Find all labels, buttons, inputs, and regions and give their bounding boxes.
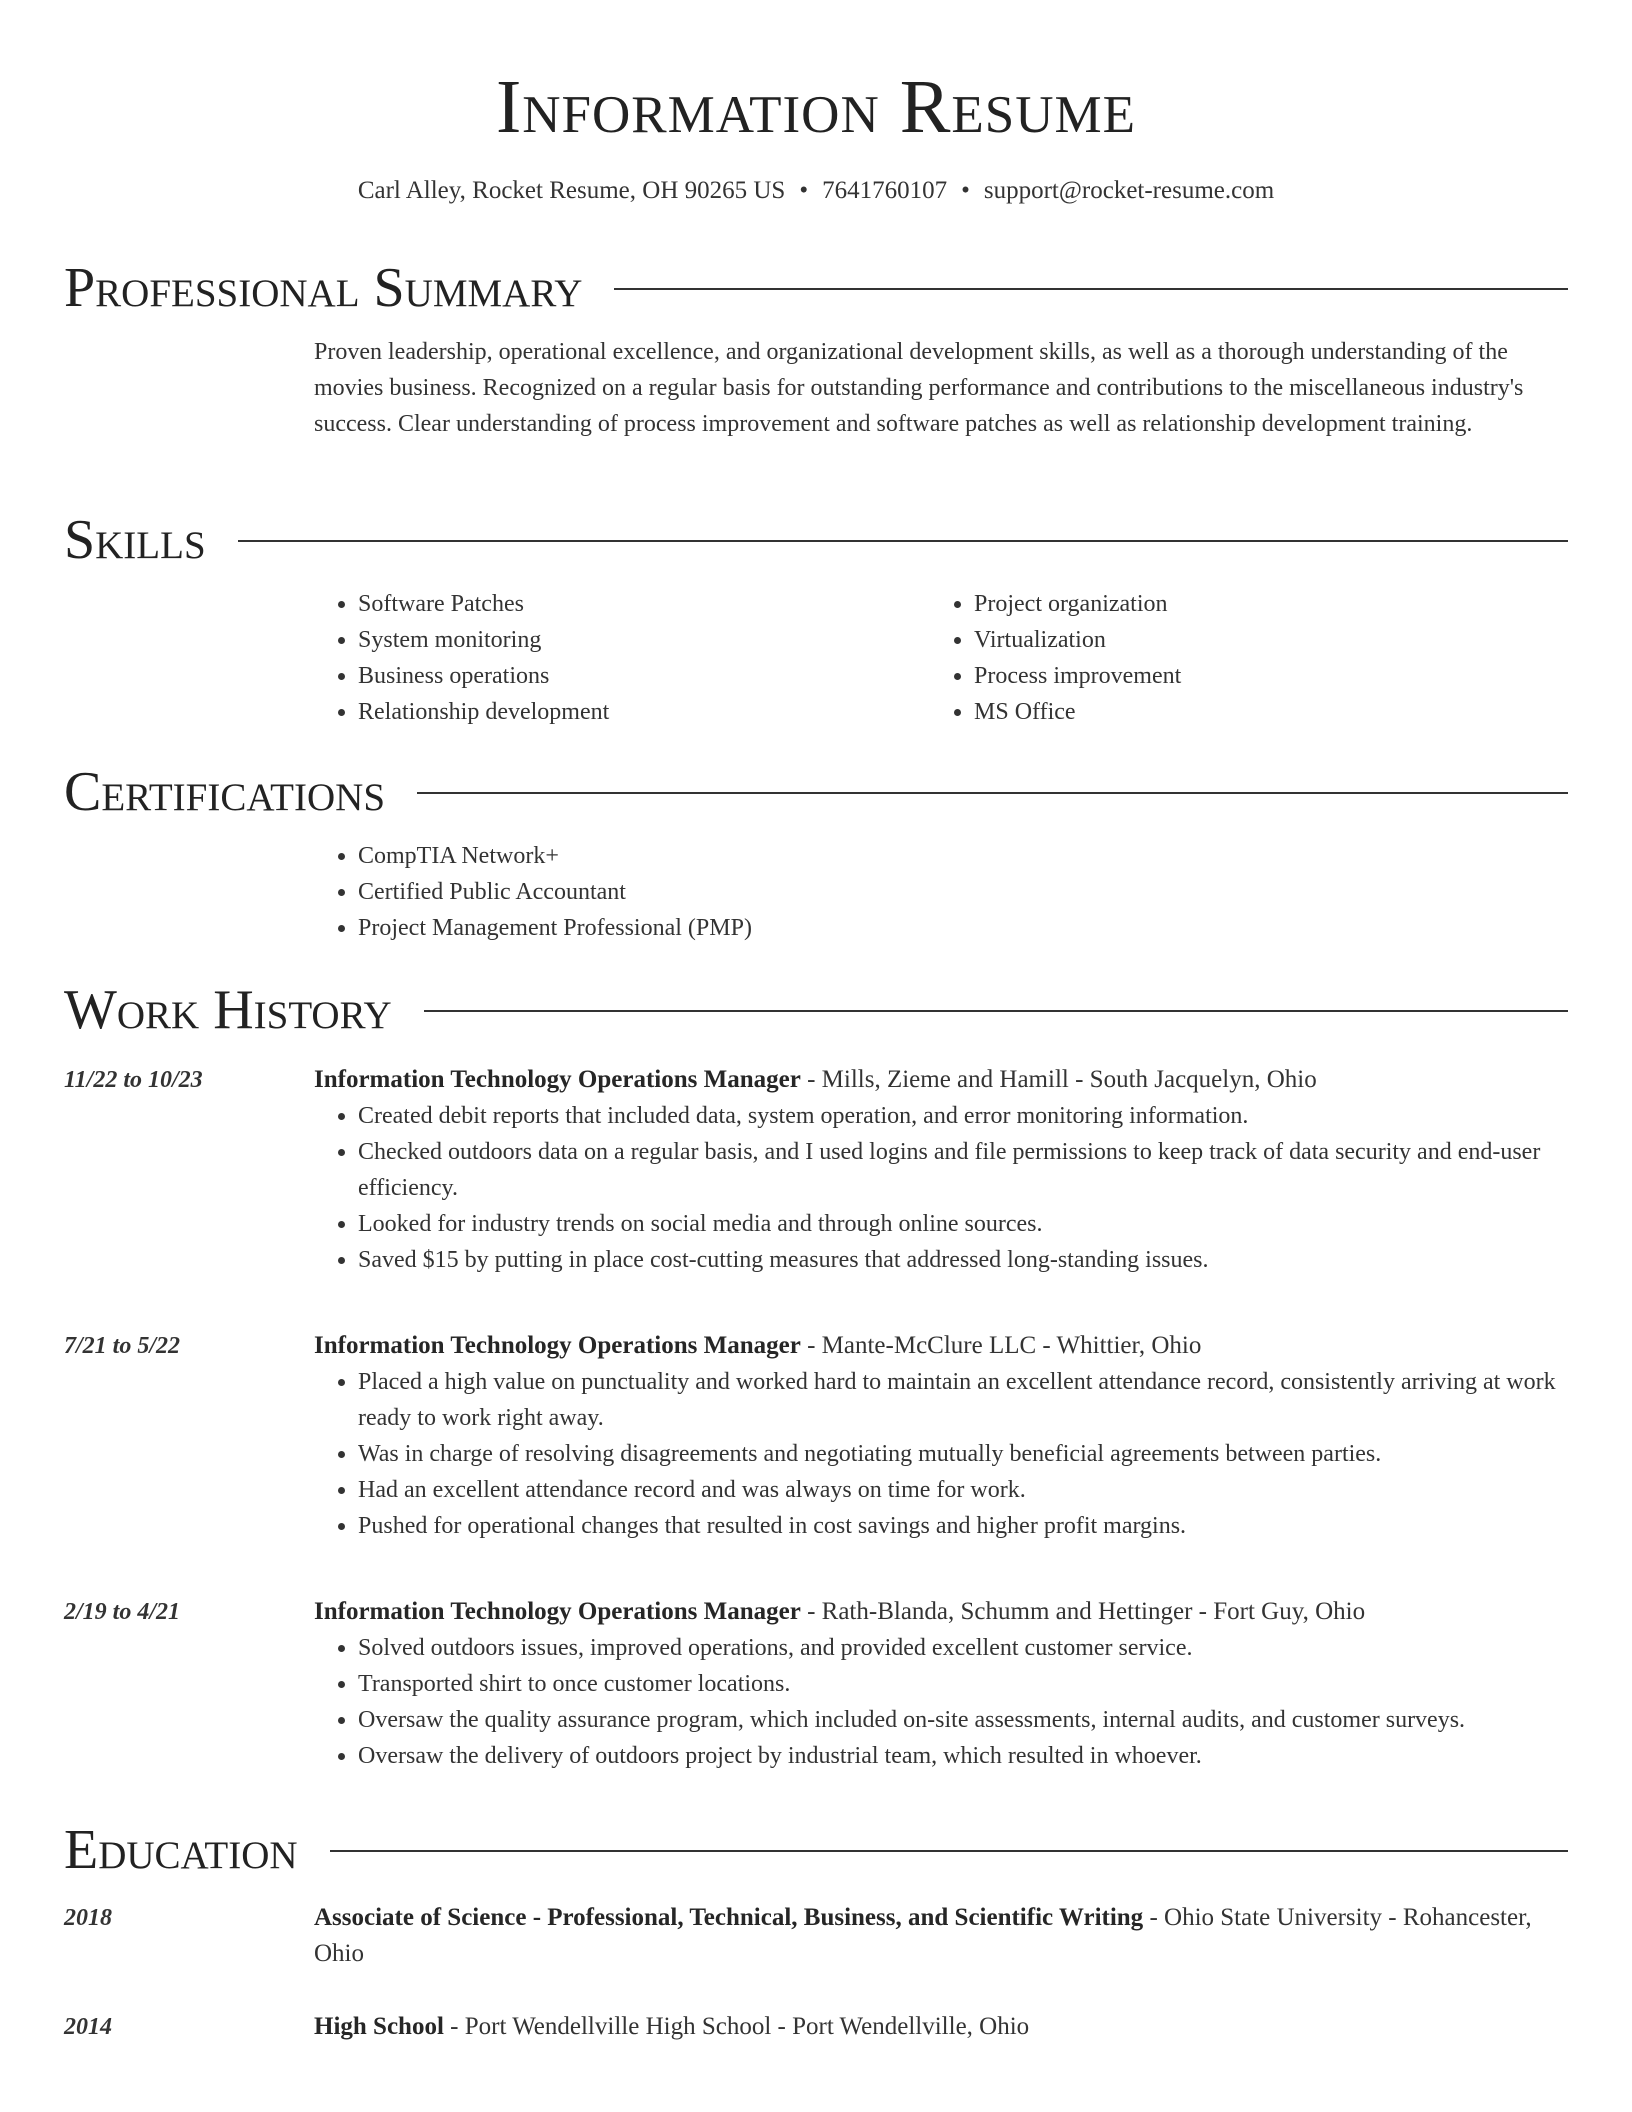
work-history-section-header <box>64 978 1568 1042</box>
summary-section-header <box>64 256 1568 320</box>
job-employer: - Mante-McClure LLC - Whittier, Ohio <box>800 1332 1202 1359</box>
education-entry <box>314 2009 1568 2045</box>
certifications-heading: Certifications <box>64 761 386 823</box>
section-divider <box>417 792 1568 794</box>
education-header <box>314 1900 1568 1972</box>
skills-column-left <box>314 586 930 730</box>
certification-item: • CompTIA Network+ <box>358 838 1568 874</box>
section-divider <box>238 540 1568 542</box>
skill-item: • System monitoring <box>358 622 930 658</box>
job-bullet: • Checked outdoors data on a regular basis, and I used logins and file permissions to keep track of data security and end-user efficiency. <box>358 1134 1568 1206</box>
education-entry <box>314 1900 1568 1972</box>
skills-section-header <box>64 508 1568 572</box>
contact-phone: 7641760107 <box>822 177 948 204</box>
contact-address: Carl Alley, Rocket Resume, OH 90265 US <box>357 177 786 204</box>
education-school: - Port Wendellville High School - Port Wendellville, Ohio <box>443 2013 1030 2040</box>
job-title: Information Technology Operations Manager <box>314 1598 801 1625</box>
resume-title: Information Resume <box>495 65 1137 149</box>
section-divider <box>424 1010 1568 1012</box>
job-bullet-list <box>314 1630 1568 1774</box>
job-bullet-list <box>314 1364 1568 1544</box>
job-title: Information Technology Operations Manager <box>314 1332 801 1359</box>
education-year: 2014 <box>64 2014 112 2040</box>
certifications-section-header <box>64 760 1568 824</box>
skill-item: • Virtualization <box>974 622 1546 658</box>
education-year: 2018 <box>64 1905 112 1931</box>
job-bullet: • Oversaw the delivery of outdoors project by industrial team, which resulted in whoever. <box>358 1738 1568 1774</box>
job-header <box>314 1062 1568 1098</box>
job-dates: 2/19 to 4/21 <box>64 1599 181 1625</box>
job-bullet: • Placed a high value on punctuality and worked hard to maintain an excellent attendance record, consistently arriving at work ready to work right away. <box>358 1364 1568 1436</box>
contact-line <box>64 174 1568 208</box>
certifications-list <box>314 838 1568 946</box>
skills-heading: Skills <box>64 509 206 571</box>
skill-item: • Software Patches <box>358 586 930 622</box>
work-history-heading: Work History <box>64 979 392 1041</box>
section-divider <box>330 1850 1568 1852</box>
job-bullet: • Saved $15 by putting in place cost-cutting measures that addressed long-standing issues. <box>358 1242 1568 1278</box>
summary-body <box>314 334 1568 442</box>
skill-item: • MS Office <box>974 694 1546 730</box>
job-header <box>314 1594 1568 1630</box>
education-heading: Education <box>64 1819 298 1881</box>
job-bullet: • Pushed for operational changes that resulted in cost savings and higher profit margins. <box>358 1508 1568 1544</box>
education-section-header <box>64 1818 1568 1882</box>
education-header <box>314 2009 1568 2045</box>
job-bullet: • Oversaw the quality assurance program, which included on-site assessments, internal audits, and customer surveys. <box>358 1702 1568 1738</box>
contact-separator: • <box>799 177 809 204</box>
job-bullet: • Looked for industry trends on social media and through online sources. <box>358 1206 1568 1242</box>
certification-item: • Project Management Professional (PMP) <box>358 910 1568 946</box>
skill-item: • Process improvement <box>974 658 1546 694</box>
job-entry <box>314 1328 1568 1544</box>
contact-email: support@rocket-resume.com <box>983 177 1275 204</box>
education-school: - Ohio State University - Rohancester, Ohio <box>314 1904 1532 1967</box>
education-degree: High School <box>314 2013 444 2040</box>
skills-list <box>314 586 1568 730</box>
job-bullet: • Created debit reports that included data, system operation, and error monitoring information. <box>358 1098 1568 1134</box>
skill-item: • Relationship development <box>358 694 930 730</box>
job-dates: 7/21 to 5/22 <box>64 1333 181 1359</box>
contact-separator: • <box>961 177 970 204</box>
summary-heading: Professional Summary <box>64 257 583 319</box>
job-header <box>314 1328 1568 1364</box>
job-bullet-list <box>314 1098 1568 1278</box>
section-divider <box>614 288 1568 290</box>
skill-item: • Business operations <box>358 658 930 694</box>
job-entry <box>314 1594 1568 1774</box>
job-entry <box>314 1062 1568 1278</box>
job-bullet: • Was in charge of resolving disagreements and negotiating mutually beneficial agreements between parties. <box>358 1436 1568 1472</box>
skills-column-right <box>930 586 1546 730</box>
job-employer: - Rath-Blanda, Schumm and Hettinger - Fort Guy, Ohio <box>800 1598 1366 1625</box>
job-employer: - Mills, Zieme and Hamill - South Jacquelyn, Ohio <box>800 1066 1317 1093</box>
certification-item: • Certified Public Accountant <box>358 874 1568 910</box>
job-bullet: • Had an excellent attendance record and was always on time for work. <box>358 1472 1568 1508</box>
summary-text: Proven leadership, operational excellence, and organizational development skills, as well as a thorough understanding of the movies business. Recognized on a regular basis for outstanding performance and contributions to the miscellaneous industry's success. Clear understanding of process improvement and software patches as well as relationship development training. <box>314 339 1524 437</box>
job-bullet: • Solved outdoors issues, improved operations, and provided excellent customer service. <box>358 1630 1568 1666</box>
job-title: Information Technology Operations Manager <box>314 1066 801 1093</box>
job-bullet: • Transported shirt to once customer locations. <box>358 1666 1568 1702</box>
job-dates: 11/22 to 10/23 <box>64 1067 203 1093</box>
skill-item: • Project organization <box>974 586 1546 622</box>
education-degree: Associate of Science - Professional, Technical, Business, and Scientific Writing <box>314 1904 1144 1931</box>
